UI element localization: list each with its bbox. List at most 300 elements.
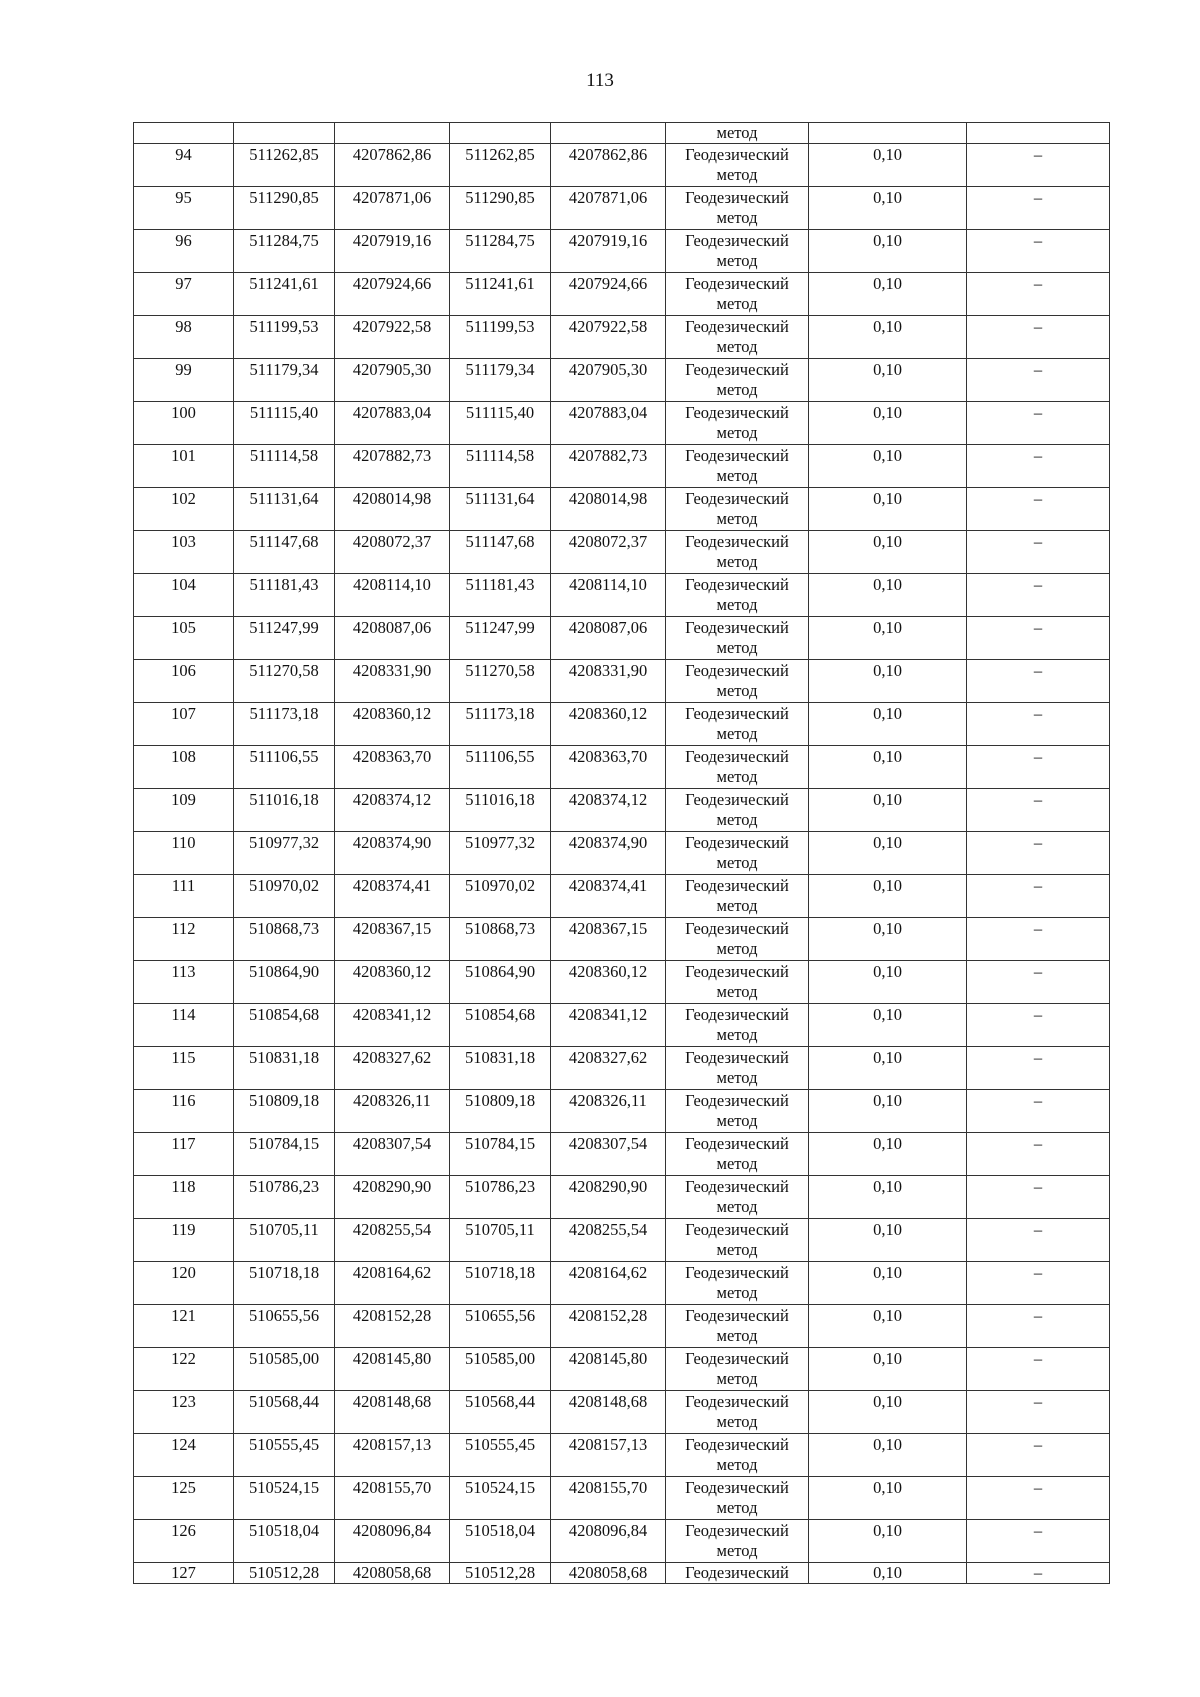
cell-description bbox=[967, 1047, 1110, 1090]
cell-point-number bbox=[134, 1477, 234, 1520]
cell-y-existing bbox=[335, 1520, 450, 1563]
method-line2: метод bbox=[716, 810, 758, 829]
cell-x-new-text: 510977,32 bbox=[464, 833, 536, 852]
cell-x-new-text: 511241,61 bbox=[465, 274, 535, 293]
cell-point-number-text: 100 bbox=[171, 403, 196, 422]
cell-point-number-text: 118 bbox=[171, 1177, 196, 1196]
cell-point-number bbox=[134, 488, 234, 531]
cell-description-text: – bbox=[1033, 1048, 1043, 1067]
cell-description-text: – bbox=[1033, 1521, 1043, 1540]
cell-y-new bbox=[551, 1391, 666, 1434]
cell-precision-text: 0,10 bbox=[873, 1521, 902, 1540]
cell-y-existing-text: 4208087,06 bbox=[352, 618, 432, 637]
cell-point-number bbox=[134, 617, 234, 660]
cell-y-existing-text: 4207883,04 bbox=[352, 403, 432, 422]
cell-x-new-text: 510512,28 bbox=[464, 1563, 536, 1582]
cell-method bbox=[666, 1176, 809, 1219]
cell-method bbox=[666, 660, 809, 703]
cell-description bbox=[967, 1348, 1110, 1391]
cell-description bbox=[967, 617, 1110, 660]
cell-y-new bbox=[551, 273, 666, 316]
cell-point-number bbox=[134, 230, 234, 273]
cell-point-number bbox=[134, 144, 234, 187]
table-row bbox=[134, 1090, 1110, 1133]
method-line2: метод bbox=[716, 638, 758, 657]
cell-precision bbox=[809, 144, 967, 187]
cell-y-new-text: 4208145,80 bbox=[568, 1349, 648, 1368]
table-row bbox=[134, 1133, 1110, 1176]
cell-x-new-text: 511270,58 bbox=[465, 661, 535, 680]
table-row bbox=[134, 1520, 1110, 1563]
table-row bbox=[134, 1305, 1110, 1348]
table-row bbox=[134, 832, 1110, 875]
method-line2: метод bbox=[716, 681, 758, 700]
cell-precision-text: 0,10 bbox=[873, 1392, 902, 1411]
table-row bbox=[134, 488, 1110, 531]
cell-y-new bbox=[551, 402, 666, 445]
cell-precision bbox=[809, 1133, 967, 1176]
cell-precision bbox=[809, 1434, 967, 1477]
cell-point-number-text: 121 bbox=[171, 1306, 196, 1325]
cell-description-text: – bbox=[1033, 1177, 1043, 1196]
cell-precision-text: 0,10 bbox=[873, 747, 902, 766]
cell-y-new bbox=[551, 746, 666, 789]
method-line2: метод bbox=[716, 165, 758, 184]
cell-x-new-text: 510518,04 bbox=[464, 1521, 536, 1540]
cell-x-new-text: 510555,45 bbox=[464, 1435, 536, 1454]
cell-empty bbox=[450, 123, 551, 144]
cell-precision-text: 0,10 bbox=[873, 489, 902, 508]
cell-precision bbox=[809, 1090, 967, 1133]
cell-x-existing bbox=[234, 1219, 335, 1262]
cell-method bbox=[666, 703, 809, 746]
cell-precision-text: 0,10 bbox=[873, 618, 902, 637]
cell-point-number bbox=[134, 402, 234, 445]
cell-point-number-text: 126 bbox=[171, 1521, 196, 1540]
cell-point-number bbox=[134, 1047, 234, 1090]
cell-y-new-text: 4207919,16 bbox=[568, 231, 648, 250]
cell-y-new-text: 4207883,04 bbox=[568, 403, 648, 422]
cell-y-existing bbox=[335, 144, 450, 187]
cell-point-number-text: 95 bbox=[175, 188, 192, 207]
cell-x-existing bbox=[234, 1434, 335, 1477]
cell-y-new bbox=[551, 230, 666, 273]
cell-method bbox=[666, 1219, 809, 1262]
cell-precision-text: 0,10 bbox=[873, 1563, 902, 1582]
cell-point-number-text: 112 bbox=[171, 919, 196, 938]
method-line1: Геодезический bbox=[685, 403, 789, 422]
cell-y-existing-text: 4208148,68 bbox=[352, 1392, 432, 1411]
cell-x-existing-text: 510786,23 bbox=[248, 1177, 320, 1196]
cell-precision-text: 0,10 bbox=[873, 1435, 902, 1454]
cell-method bbox=[666, 1391, 809, 1434]
cell-precision-text: 0,10 bbox=[873, 231, 902, 250]
method-line1: Геодезический bbox=[685, 1563, 789, 1582]
cell-point-number bbox=[134, 1563, 234, 1584]
cell-y-existing bbox=[335, 316, 450, 359]
cell-description-text: – bbox=[1033, 231, 1043, 250]
cell-point-number bbox=[134, 918, 234, 961]
cell-description bbox=[967, 1262, 1110, 1305]
cell-description bbox=[967, 488, 1110, 531]
cell-precision bbox=[809, 531, 967, 574]
cell-x-existing bbox=[234, 359, 335, 402]
cell-y-new bbox=[551, 316, 666, 359]
cell-x-existing-text: 511199,53 bbox=[249, 317, 319, 336]
cell-x-existing bbox=[234, 1305, 335, 1348]
cell-y-new-text: 4208072,37 bbox=[568, 532, 648, 551]
cell-precision bbox=[809, 230, 967, 273]
method-line1: Геодезический bbox=[685, 532, 789, 551]
cell-precision-text: 0,10 bbox=[873, 790, 902, 809]
cell-x-existing bbox=[234, 746, 335, 789]
cell-x-existing bbox=[234, 1133, 335, 1176]
cell-x-existing-text: 510977,32 bbox=[248, 833, 320, 852]
cell-precision-text: 0,10 bbox=[873, 403, 902, 422]
cell-y-new-text: 4207924,66 bbox=[568, 274, 648, 293]
method-line1: Геодезический bbox=[685, 1048, 789, 1067]
cell-x-new-text: 511106,55 bbox=[465, 747, 535, 766]
cell-precision bbox=[809, 918, 967, 961]
cell-point-number-text: 122 bbox=[171, 1349, 196, 1368]
method-line2: метод bbox=[716, 724, 758, 743]
cell-method bbox=[666, 144, 809, 187]
cell-y-new-text: 4208374,41 bbox=[568, 876, 648, 895]
cell-y-existing bbox=[335, 445, 450, 488]
cell-x-new bbox=[450, 789, 551, 832]
cell-y-new bbox=[551, 703, 666, 746]
cell-point-number bbox=[134, 1348, 234, 1391]
cell-y-new-text: 4208014,98 bbox=[568, 489, 648, 508]
cell-x-existing-text: 511114,58 bbox=[249, 446, 319, 465]
cell-description bbox=[967, 316, 1110, 359]
cell-point-number-text: 109 bbox=[171, 790, 196, 809]
cell-precision bbox=[809, 1348, 967, 1391]
cell-description bbox=[967, 1434, 1110, 1477]
table-row bbox=[134, 1047, 1110, 1090]
cell-point-number bbox=[134, 746, 234, 789]
cell-point-number bbox=[134, 1305, 234, 1348]
cell-y-existing-text: 4208114,10 bbox=[353, 575, 431, 594]
cell-y-existing-text: 4208152,28 bbox=[352, 1306, 432, 1325]
table-row bbox=[134, 1391, 1110, 1434]
table-row bbox=[134, 1219, 1110, 1262]
cell-description bbox=[967, 1133, 1110, 1176]
cell-precision-text: 0,10 bbox=[873, 1263, 902, 1282]
cell-point-number bbox=[134, 187, 234, 230]
cell-point-number bbox=[134, 961, 234, 1004]
table-row bbox=[134, 1477, 1110, 1520]
cell-precision bbox=[809, 660, 967, 703]
method-line1: Геодезический bbox=[685, 1134, 789, 1153]
table-row bbox=[134, 273, 1110, 316]
cell-x-new-text: 510585,00 bbox=[464, 1349, 536, 1368]
cell-x-existing bbox=[234, 789, 335, 832]
cell-description bbox=[967, 574, 1110, 617]
method-line2: метод bbox=[716, 982, 758, 1001]
cell-x-new bbox=[450, 230, 551, 273]
cell-x-new-text: 511131,64 bbox=[465, 489, 535, 508]
cell-x-new bbox=[450, 187, 551, 230]
cell-y-existing-text: 4208058,68 bbox=[352, 1563, 432, 1582]
table-row bbox=[134, 359, 1110, 402]
cell-description bbox=[967, 1176, 1110, 1219]
cell-x-existing bbox=[234, 918, 335, 961]
cell-x-existing bbox=[234, 1391, 335, 1434]
cell-precision bbox=[809, 1391, 967, 1434]
cell-description-text: – bbox=[1033, 1563, 1043, 1582]
cell-point-number bbox=[134, 1520, 234, 1563]
method-line2: метод bbox=[716, 1283, 758, 1302]
cell-y-new bbox=[551, 961, 666, 1004]
cell-y-existing-text: 4208072,37 bbox=[352, 532, 432, 551]
cell-x-existing-text: 510784,15 bbox=[248, 1134, 320, 1153]
method-line2: метод bbox=[716, 1326, 758, 1345]
cell-method bbox=[666, 1004, 809, 1047]
cell-x-existing-text: 511284,75 bbox=[249, 231, 319, 250]
cell-method bbox=[666, 746, 809, 789]
method-line2: метод bbox=[716, 853, 758, 872]
cell-precision bbox=[809, 316, 967, 359]
cell-precision bbox=[809, 402, 967, 445]
cell-y-existing-text: 4207905,30 bbox=[352, 360, 432, 379]
cell-y-existing bbox=[335, 1133, 450, 1176]
cell-precision-text: 0,10 bbox=[873, 1349, 902, 1368]
method-line1: Геодезический bbox=[685, 833, 789, 852]
cell-point-number bbox=[134, 1090, 234, 1133]
cell-description-text: – bbox=[1033, 876, 1043, 895]
cell-x-existing-text: 511106,55 bbox=[249, 747, 319, 766]
cell-description-text: – bbox=[1033, 403, 1043, 422]
cell-y-new-text: 4207922,58 bbox=[568, 317, 648, 336]
cell-y-new bbox=[551, 1434, 666, 1477]
cell-precision-text: 0,10 bbox=[873, 532, 902, 551]
cell-method bbox=[666, 1262, 809, 1305]
cell-precision bbox=[809, 1176, 967, 1219]
table-row bbox=[134, 187, 1110, 230]
cell-point-number bbox=[134, 1391, 234, 1434]
cell-x-new bbox=[450, 273, 551, 316]
cell-x-new bbox=[450, 961, 551, 1004]
cell-y-existing bbox=[335, 574, 450, 617]
cell-method bbox=[666, 187, 809, 230]
table-row bbox=[134, 660, 1110, 703]
cell-x-new bbox=[450, 918, 551, 961]
cell-x-new-text: 510705,11 bbox=[465, 1220, 535, 1239]
cell-precision bbox=[809, 617, 967, 660]
cell-y-new bbox=[551, 531, 666, 574]
cell-y-new-text: 4208341,12 bbox=[568, 1005, 648, 1024]
cell-x-new-text: 510831,18 bbox=[464, 1048, 536, 1067]
cell-method-continued: метод bbox=[666, 123, 809, 144]
method-line1: Геодезический bbox=[685, 661, 789, 680]
cell-method bbox=[666, 617, 809, 660]
cell-description-text: – bbox=[1033, 1478, 1043, 1497]
cell-precision bbox=[809, 961, 967, 1004]
cell-x-new bbox=[450, 660, 551, 703]
cell-x-existing-text: 510868,73 bbox=[248, 919, 320, 938]
cell-y-new bbox=[551, 1520, 666, 1563]
cell-description bbox=[967, 1520, 1110, 1563]
cell-precision-text: 0,10 bbox=[873, 446, 902, 465]
cell-x-existing-text: 510831,18 bbox=[248, 1048, 320, 1067]
method-line2: метод bbox=[716, 1455, 758, 1474]
method-line1: Геодезический bbox=[685, 274, 789, 293]
cell-description-text: – bbox=[1033, 1005, 1043, 1024]
cell-y-existing-text: 4208363,70 bbox=[352, 747, 432, 766]
cell-method bbox=[666, 1563, 809, 1584]
cell-y-existing-text: 4208157,13 bbox=[352, 1435, 432, 1454]
cell-x-existing bbox=[234, 1047, 335, 1090]
cell-x-existing bbox=[234, 1090, 335, 1133]
cell-description-text: – bbox=[1033, 489, 1043, 508]
cell-description bbox=[967, 445, 1110, 488]
cell-y-new-text: 4208290,90 bbox=[568, 1177, 648, 1196]
cell-x-existing bbox=[234, 1348, 335, 1391]
cell-precision bbox=[809, 445, 967, 488]
cell-x-new-text: 510970,02 bbox=[464, 876, 536, 895]
cell-x-existing bbox=[234, 187, 335, 230]
cell-x-existing-text: 510864,90 bbox=[248, 962, 320, 981]
cell-y-new bbox=[551, 832, 666, 875]
method-line1: Геодезический bbox=[685, 1091, 789, 1110]
cell-x-existing bbox=[234, 531, 335, 574]
cell-y-new bbox=[551, 1176, 666, 1219]
cell-x-new bbox=[450, 1133, 551, 1176]
cell-description bbox=[967, 746, 1110, 789]
cell-precision bbox=[809, 1219, 967, 1262]
cell-y-existing-text: 4208164,62 bbox=[352, 1263, 432, 1282]
cell-description bbox=[967, 1090, 1110, 1133]
cell-y-existing bbox=[335, 1434, 450, 1477]
cell-precision-text: 0,10 bbox=[873, 661, 902, 680]
table-row bbox=[134, 574, 1110, 617]
method-line2: метод bbox=[716, 1025, 758, 1044]
cell-y-existing bbox=[335, 531, 450, 574]
table-body bbox=[134, 123, 1110, 1584]
cell-y-existing bbox=[335, 1348, 450, 1391]
cell-x-new-text: 511199,53 bbox=[465, 317, 535, 336]
cell-x-existing-text: 510555,45 bbox=[248, 1435, 320, 1454]
cell-x-new bbox=[450, 574, 551, 617]
cell-precision bbox=[809, 187, 967, 230]
cell-x-new-text: 510854,68 bbox=[464, 1005, 536, 1024]
cell-description-text: – bbox=[1033, 833, 1043, 852]
cell-precision-text: 0,10 bbox=[873, 1048, 902, 1067]
cell-y-new bbox=[551, 1262, 666, 1305]
cell-method bbox=[666, 1434, 809, 1477]
cell-y-existing bbox=[335, 488, 450, 531]
cell-y-existing bbox=[335, 746, 450, 789]
cell-description bbox=[967, 531, 1110, 574]
cell-description-text: – bbox=[1033, 446, 1043, 465]
cell-x-existing bbox=[234, 1176, 335, 1219]
cell-precision-text: 0,10 bbox=[873, 1134, 902, 1153]
cell-precision bbox=[809, 1305, 967, 1348]
method-line1: Геодезический bbox=[685, 231, 789, 250]
cell-empty bbox=[134, 123, 234, 144]
cell-y-existing bbox=[335, 1305, 450, 1348]
cell-y-existing bbox=[335, 1477, 450, 1520]
cell-x-new bbox=[450, 488, 551, 531]
cell-precision-text: 0,10 bbox=[873, 317, 902, 336]
cell-y-new-text: 4208164,62 bbox=[568, 1263, 648, 1282]
cell-y-existing-text: 4208360,12 bbox=[352, 962, 432, 981]
cell-y-existing bbox=[335, 961, 450, 1004]
cell-y-new-text: 4208255,54 bbox=[568, 1220, 648, 1239]
cell-point-number bbox=[134, 1434, 234, 1477]
cell-point-number bbox=[134, 703, 234, 746]
cell-x-existing bbox=[234, 875, 335, 918]
cell-point-number bbox=[134, 1219, 234, 1262]
cell-precision-text: 0,10 bbox=[873, 704, 902, 723]
cell-description bbox=[967, 1391, 1110, 1434]
cell-description bbox=[967, 1563, 1110, 1584]
cell-description-text: – bbox=[1033, 575, 1043, 594]
cell-y-existing bbox=[335, 1262, 450, 1305]
cell-y-existing-text: 4208307,54 bbox=[352, 1134, 432, 1153]
cell-y-existing bbox=[335, 1563, 450, 1584]
cell-precision bbox=[809, 273, 967, 316]
cell-y-new-text: 4207905,30 bbox=[568, 360, 648, 379]
cell-method bbox=[666, 875, 809, 918]
cell-y-existing-text: 4208290,90 bbox=[352, 1177, 432, 1196]
cell-y-new bbox=[551, 144, 666, 187]
table-row bbox=[134, 1563, 1110, 1584]
cell-point-number bbox=[134, 445, 234, 488]
table-row bbox=[134, 1434, 1110, 1477]
cell-precision-text: 0,10 bbox=[873, 188, 902, 207]
cell-method bbox=[666, 789, 809, 832]
cell-y-new-text: 4208148,68 bbox=[568, 1392, 648, 1411]
cell-precision-text: 0,10 bbox=[873, 575, 902, 594]
cell-y-existing-text: 4208327,62 bbox=[352, 1048, 432, 1067]
table-row bbox=[134, 703, 1110, 746]
cell-x-new bbox=[450, 1004, 551, 1047]
cell-point-number-text: 98 bbox=[175, 317, 192, 336]
method-line2: метод bbox=[716, 1412, 758, 1431]
cell-x-new-text: 510868,73 bbox=[464, 919, 536, 938]
cell-y-existing-text: 4208014,98 bbox=[352, 489, 432, 508]
cell-x-existing bbox=[234, 144, 335, 187]
cell-x-existing bbox=[234, 1262, 335, 1305]
cell-x-existing-text: 510809,18 bbox=[248, 1091, 320, 1110]
cell-y-existing-text: 4208374,90 bbox=[352, 833, 432, 852]
cell-description-text: – bbox=[1033, 532, 1043, 551]
cell-x-new bbox=[450, 1348, 551, 1391]
cell-description-text: – bbox=[1033, 661, 1043, 680]
cell-point-number-text: 110 bbox=[171, 833, 196, 852]
cell-y-existing bbox=[335, 1090, 450, 1133]
cell-description-text: – bbox=[1033, 274, 1043, 293]
cell-x-existing bbox=[234, 402, 335, 445]
cell-description-text: – bbox=[1033, 962, 1043, 981]
cell-precision bbox=[809, 1004, 967, 1047]
table-row bbox=[134, 789, 1110, 832]
cell-precision bbox=[809, 488, 967, 531]
cell-x-new bbox=[450, 1219, 551, 1262]
cell-precision-text: 0,10 bbox=[873, 1005, 902, 1024]
page-number: 113 bbox=[586, 70, 614, 91]
cell-precision bbox=[809, 1563, 967, 1584]
cell-description-text: – bbox=[1033, 1435, 1043, 1454]
method-line2: метод bbox=[716, 423, 758, 442]
method-line1: Геодезический bbox=[685, 790, 789, 809]
cell-x-new bbox=[450, 445, 551, 488]
cell-y-new-text: 4208157,13 bbox=[568, 1435, 648, 1454]
cell-y-new-text: 4207871,06 bbox=[568, 188, 648, 207]
cell-x-existing-text: 511016,18 bbox=[249, 790, 319, 809]
